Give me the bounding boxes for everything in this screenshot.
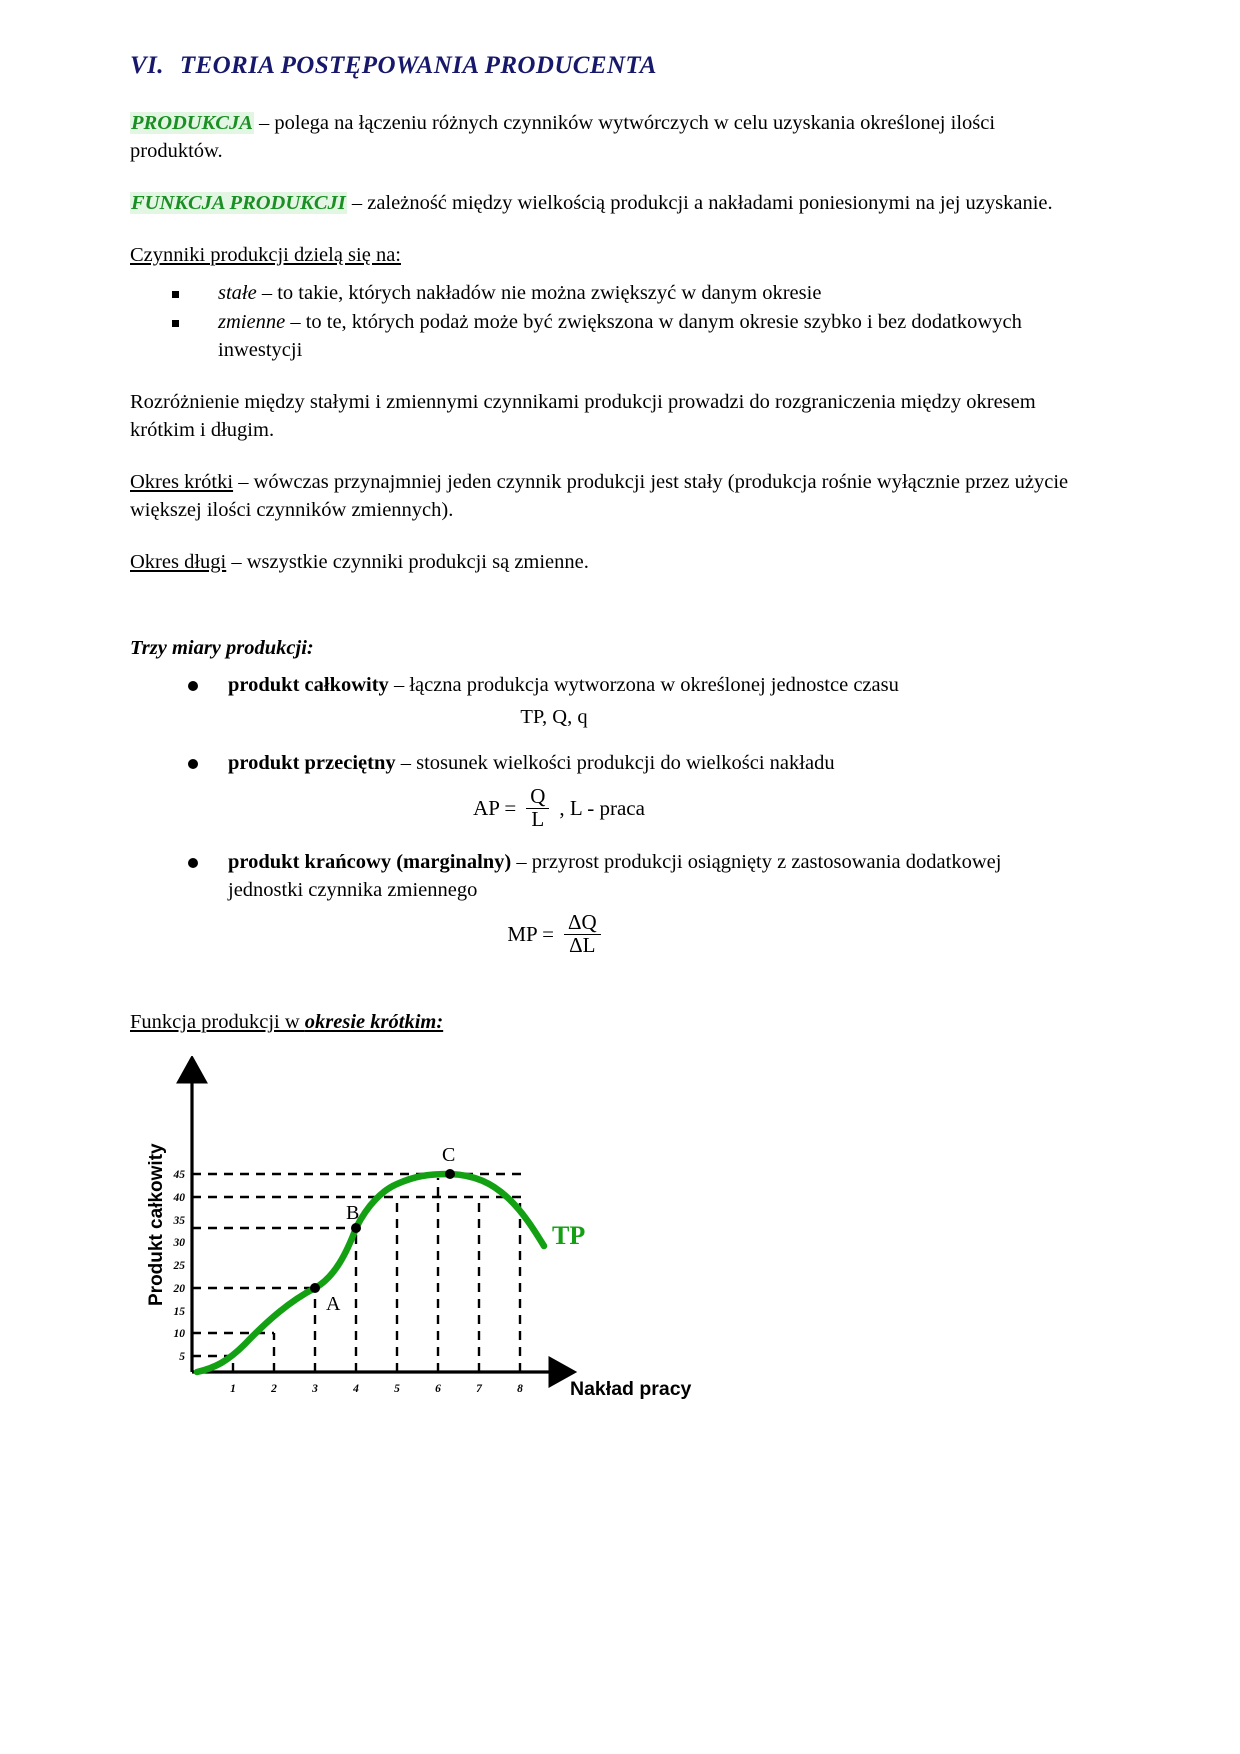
measure-body: – stosunek wielkości produkcji do wielkości nakładu — [395, 752, 835, 775]
y-axis-title: Produkt całkowity — [146, 1143, 167, 1307]
vertical-spacer — [130, 601, 1070, 635]
list-item — [168, 280, 1070, 308]
y-tick-label: 35 — [173, 1215, 185, 1228]
factors-list — [130, 280, 1070, 366]
fraction-numerator: ΔQ — [568, 910, 597, 935]
measure-body: – łączna produkcja wytworzona w określonej jednostce czasu — [388, 674, 899, 697]
period-okres-krotki — [130, 469, 1070, 525]
fraction-denominator: ΔL — [564, 934, 600, 957]
point-b-label: B — [346, 1202, 360, 1225]
period-body: – wówczas przynajmniej jeden czynnik produkcji jest stały (produkcja rośnie wyłącznie przez użycie większej ilości czynników zmiennych). — [130, 470, 1069, 521]
measure-term: produkt całkowity — [228, 674, 389, 697]
y-tick-label: 30 — [173, 1237, 185, 1250]
fraction-denominator: L — [526, 808, 549, 831]
definition-term: FUNKCJA PRODUKCJI — [131, 191, 346, 214]
x-tick-label: 5 — [394, 1383, 400, 1396]
period-okres-dlugi — [130, 549, 1070, 577]
fraction — [525, 786, 550, 831]
period-body: – wszystkie czynniki produkcji są zmienne. — [226, 550, 589, 573]
x-axis-title: Nakład pracy — [570, 1378, 692, 1401]
measures-list — [130, 672, 1070, 957]
point-c-marker — [445, 1169, 455, 1179]
list-item — [168, 309, 1070, 365]
point-a-label: A — [326, 1293, 341, 1316]
x-tick-label: 8 — [517, 1383, 523, 1396]
y-tick-label: 5 — [179, 1351, 185, 1364]
x-tick-label: 4 — [353, 1383, 359, 1396]
y-tick-label: 40 — [173, 1192, 185, 1205]
y-tick-label: 45 — [173, 1169, 185, 1182]
chart-svg — [140, 1056, 760, 1406]
factor-body: – to takie, których nakładów nie można zwiększyć w danym okresie — [256, 281, 822, 304]
fraction-numerator: Q — [530, 784, 546, 808]
definition-body: – polega na łączeniu różnych czynników wytwórczych w celu uzyskania określonej ilości produktów. — [130, 112, 996, 162]
formula-lead: AP = — [473, 796, 517, 821]
measure-body: – przyrost produkcji osiągnięty z zastosowania dodatkowej jednostki czynnika zmiennego — [228, 850, 1002, 901]
chart-caption-underline — [130, 1011, 443, 1033]
measure-term: produkt krańcowy (marginalny) — [228, 850, 512, 873]
vertical-guides — [233, 1178, 520, 1372]
measures-heading-text: Trzy miary produkcji: — [130, 636, 314, 659]
definition-body: – zależność między wielkością produkcji a nakładami poniesionymi na jej uzyskanie. — [346, 191, 1053, 214]
list-item — [170, 672, 1070, 732]
title-numeral: VI. — [130, 52, 164, 79]
factors-heading-text: Czynniki produkcji dzielą się na: — [130, 243, 401, 266]
formula-tail: , L - praca — [559, 796, 645, 821]
factor-body: – to te, których podaż może być zwiększona w danym okresie szybko i bez dodatkowych inwestycji — [218, 311, 1022, 362]
y-tick-label: 20 — [173, 1283, 185, 1296]
measures-heading — [130, 635, 1070, 663]
definition-term: PRODUKCJA — [131, 112, 253, 134]
measure-term: produkt przeciętny — [228, 752, 396, 775]
tp-series-label: TP — [552, 1221, 586, 1251]
list-item — [170, 750, 1070, 831]
definition-funkcja-produkcji — [130, 190, 1070, 218]
y-tick-label: 15 — [173, 1306, 185, 1319]
list-item — [170, 849, 1070, 957]
period-term: Okres krótki — [130, 470, 234, 493]
definition-produkcja — [130, 110, 1070, 166]
tp-curve — [197, 1174, 544, 1372]
x-tick-labels — [230, 1383, 523, 1395]
formula-lead: MP = — [507, 922, 554, 947]
fraction — [563, 912, 602, 957]
chart-caption — [130, 1011, 1070, 1034]
factor-term: stałe — [218, 281, 257, 304]
factors-heading — [130, 242, 1070, 270]
point-a-marker — [310, 1283, 320, 1293]
y-tick-label: 25 — [173, 1260, 185, 1273]
period-term: Okres długi — [130, 550, 227, 573]
title-text: TEORIA POSTĘPOWANIA PRODUCENTA — [179, 52, 657, 79]
y-tick-labels — [173, 1169, 186, 1363]
x-tick-label: 3 — [312, 1383, 318, 1396]
point-b-marker — [351, 1223, 361, 1233]
x-tick-label: 2 — [271, 1383, 277, 1396]
factor-term: zmienne — [218, 311, 286, 334]
chart-caption-emphasis: okresie krótkim: — [304, 1011, 444, 1034]
measure-formula-ap — [228, 786, 1070, 831]
distinction-paragraph: Rozróżnienie między stałymi i zmiennymi czynnikami produkcji prowadzi do rozgraniczenia między okresem krótkim i długim. — [130, 391, 1036, 441]
total-product-chart — [140, 1056, 760, 1406]
measure-formula-plain: TP, Q, q — [520, 706, 588, 729]
x-tick-label: 7 — [476, 1383, 482, 1396]
page-title — [130, 52, 1070, 80]
point-c-label: C — [442, 1144, 456, 1167]
chart-caption-prefix: Funkcja produkcji w — [130, 1011, 305, 1034]
y-tick-label: 10 — [173, 1328, 185, 1341]
document-content — [130, 52, 1070, 1406]
x-tick-label: 6 — [435, 1383, 441, 1396]
measure-formula-mp — [228, 912, 1070, 957]
x-tick-label: 1 — [230, 1383, 236, 1396]
